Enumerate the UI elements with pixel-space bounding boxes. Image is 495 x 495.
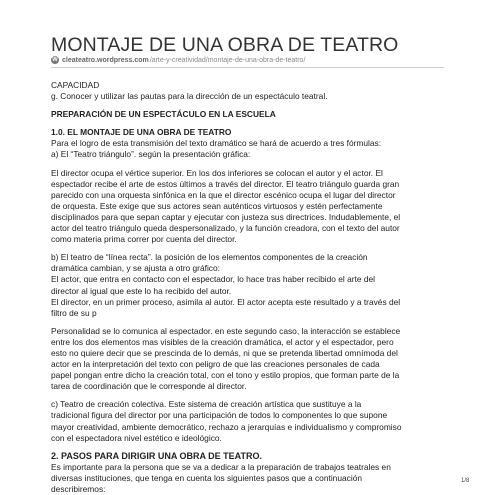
text-line: a) El “Teatro triángulo”. según la presentación gráfica: bbox=[51, 149, 251, 160]
text-line: espectador recibe el arte de estos últimos a través del director. El teatro triángulo guarda gran bbox=[51, 178, 400, 189]
url-domain: cleateatro.wordpress.com bbox=[62, 56, 149, 64]
paragraph-collective bbox=[51, 399, 446, 443]
url-path: /arte-y-creatividad/montaje-de-una-obra-de-teatro/ bbox=[149, 56, 306, 64]
text-line: disciplinados para que sepan captar y ejecutar con justeza sus directrices. Indudablemente, el bbox=[51, 211, 401, 222]
text-line: parecido con una orquesta sinfónica en la que el director escénico ocupa el lugar del director bbox=[51, 189, 396, 200]
page-title: MONTAJE DE UNA OBRA DE TEATRO bbox=[51, 34, 399, 56]
text-line: b) El teatro de “línea recta”. la posición de los elementos componentes de la creación bbox=[51, 252, 368, 263]
text-line: con el espectadora nivel estético e ideológico. bbox=[51, 432, 222, 443]
text-line: Es importante para la persona que se va a dedicar a la preparación de trabajos teatrales en bbox=[51, 461, 391, 472]
text-line: diversas instituciones, que tenga en cuenta los siguientes pasos que a continuación bbox=[51, 472, 363, 483]
text-line: tarea de coordinación que le corresponde al director. bbox=[51, 381, 247, 392]
wordpress-icon: W bbox=[52, 57, 58, 63]
text-line: mayor creatividad, ambiente democrático, rechazo a jerarquías e individualismo y compromiso bbox=[51, 421, 402, 432]
text-line: actor en la interpretación del texto con peligro de que las creaciones personales de cada bbox=[51, 359, 380, 370]
text-line: filtro de su p bbox=[51, 307, 97, 318]
text-line: como materia prima correr por cuenta del director. bbox=[51, 234, 237, 245]
section-heading-preparation: PREPARACIÓN DE UN ESPECTÁCULO EN LA ESCUELA bbox=[51, 109, 276, 120]
text-line: entre los dos elementos mas visibles de la creación dramática, el actor y el espectador, pero bbox=[51, 336, 394, 347]
text-line: c) Teatro de creación colectiva. Este sistema de creación artística que sustituye a la bbox=[51, 399, 362, 410]
text-line: Personalidad se lo comunica al espectador. en este segundo caso, la interacción se establece bbox=[51, 325, 401, 336]
section-heading-steps: 2. PASOS PARA DIRIGIR UNA OBRA DE TEATRO. bbox=[51, 450, 263, 461]
text-line: esto no quiere decir que se prescinda de lo demás, ni que se pretenda libertad omnímoda del bbox=[51, 347, 398, 358]
text-line: actor del teatro triángulo queda despersonalizado, y la función creadora, con el texto del autor bbox=[51, 223, 400, 234]
text-line: papel pongan entre dicho la creación total, con el tono y estilo propios, que forman parte de la bbox=[51, 370, 400, 381]
paragraph-steps bbox=[51, 462, 446, 495]
source-url[interactable] bbox=[51, 56, 305, 64]
paragraph-line bbox=[51, 252, 446, 319]
capacity-text: g. Conocer y utilizar las pautas para la dirección de un espectáculo teatral. bbox=[51, 91, 328, 102]
page-number: 1/8 bbox=[461, 478, 470, 484]
text-line: dramática cambian, y se ajusta a otro gráfico: bbox=[51, 263, 220, 274]
text-line: El director, en un primer proceso, asimila al autor. El actor acepta este resultado y a través del bbox=[51, 296, 401, 307]
paragraph-personality bbox=[51, 326, 446, 393]
text-line: El director ocupa el vértice superior. En los dos inferiores se colocan el autor y el actor. El bbox=[51, 167, 383, 178]
text-line: de orquesta. Este exige que sus actores sean auténticos virtuosos y estén perfectamente bbox=[51, 200, 383, 211]
body-text bbox=[51, 73, 446, 495]
text-line: describiremos: bbox=[51, 484, 106, 494]
text-line: director al igual que este lo ha recibido del autor. bbox=[51, 285, 232, 296]
text-line: El actor, que entra en contacto con el espectador, lo hace tras haber recibido el arte del bbox=[51, 274, 376, 285]
text-line: tradicional figura del director por una participación de todos lo componentes lo que supone bbox=[51, 410, 388, 421]
section-heading-montaje: 1.0. EL MONTAJE DE UNA OBRA DE TEATRO bbox=[51, 127, 232, 138]
capacity-heading: CAPACIDAD bbox=[51, 80, 100, 90]
title-divider bbox=[51, 67, 444, 68]
text-line: Para el logro de esta transmisión del texto dramático se hará de acuerdo a tres fórmulas: bbox=[51, 138, 382, 149]
paragraph-triangle bbox=[51, 168, 446, 246]
